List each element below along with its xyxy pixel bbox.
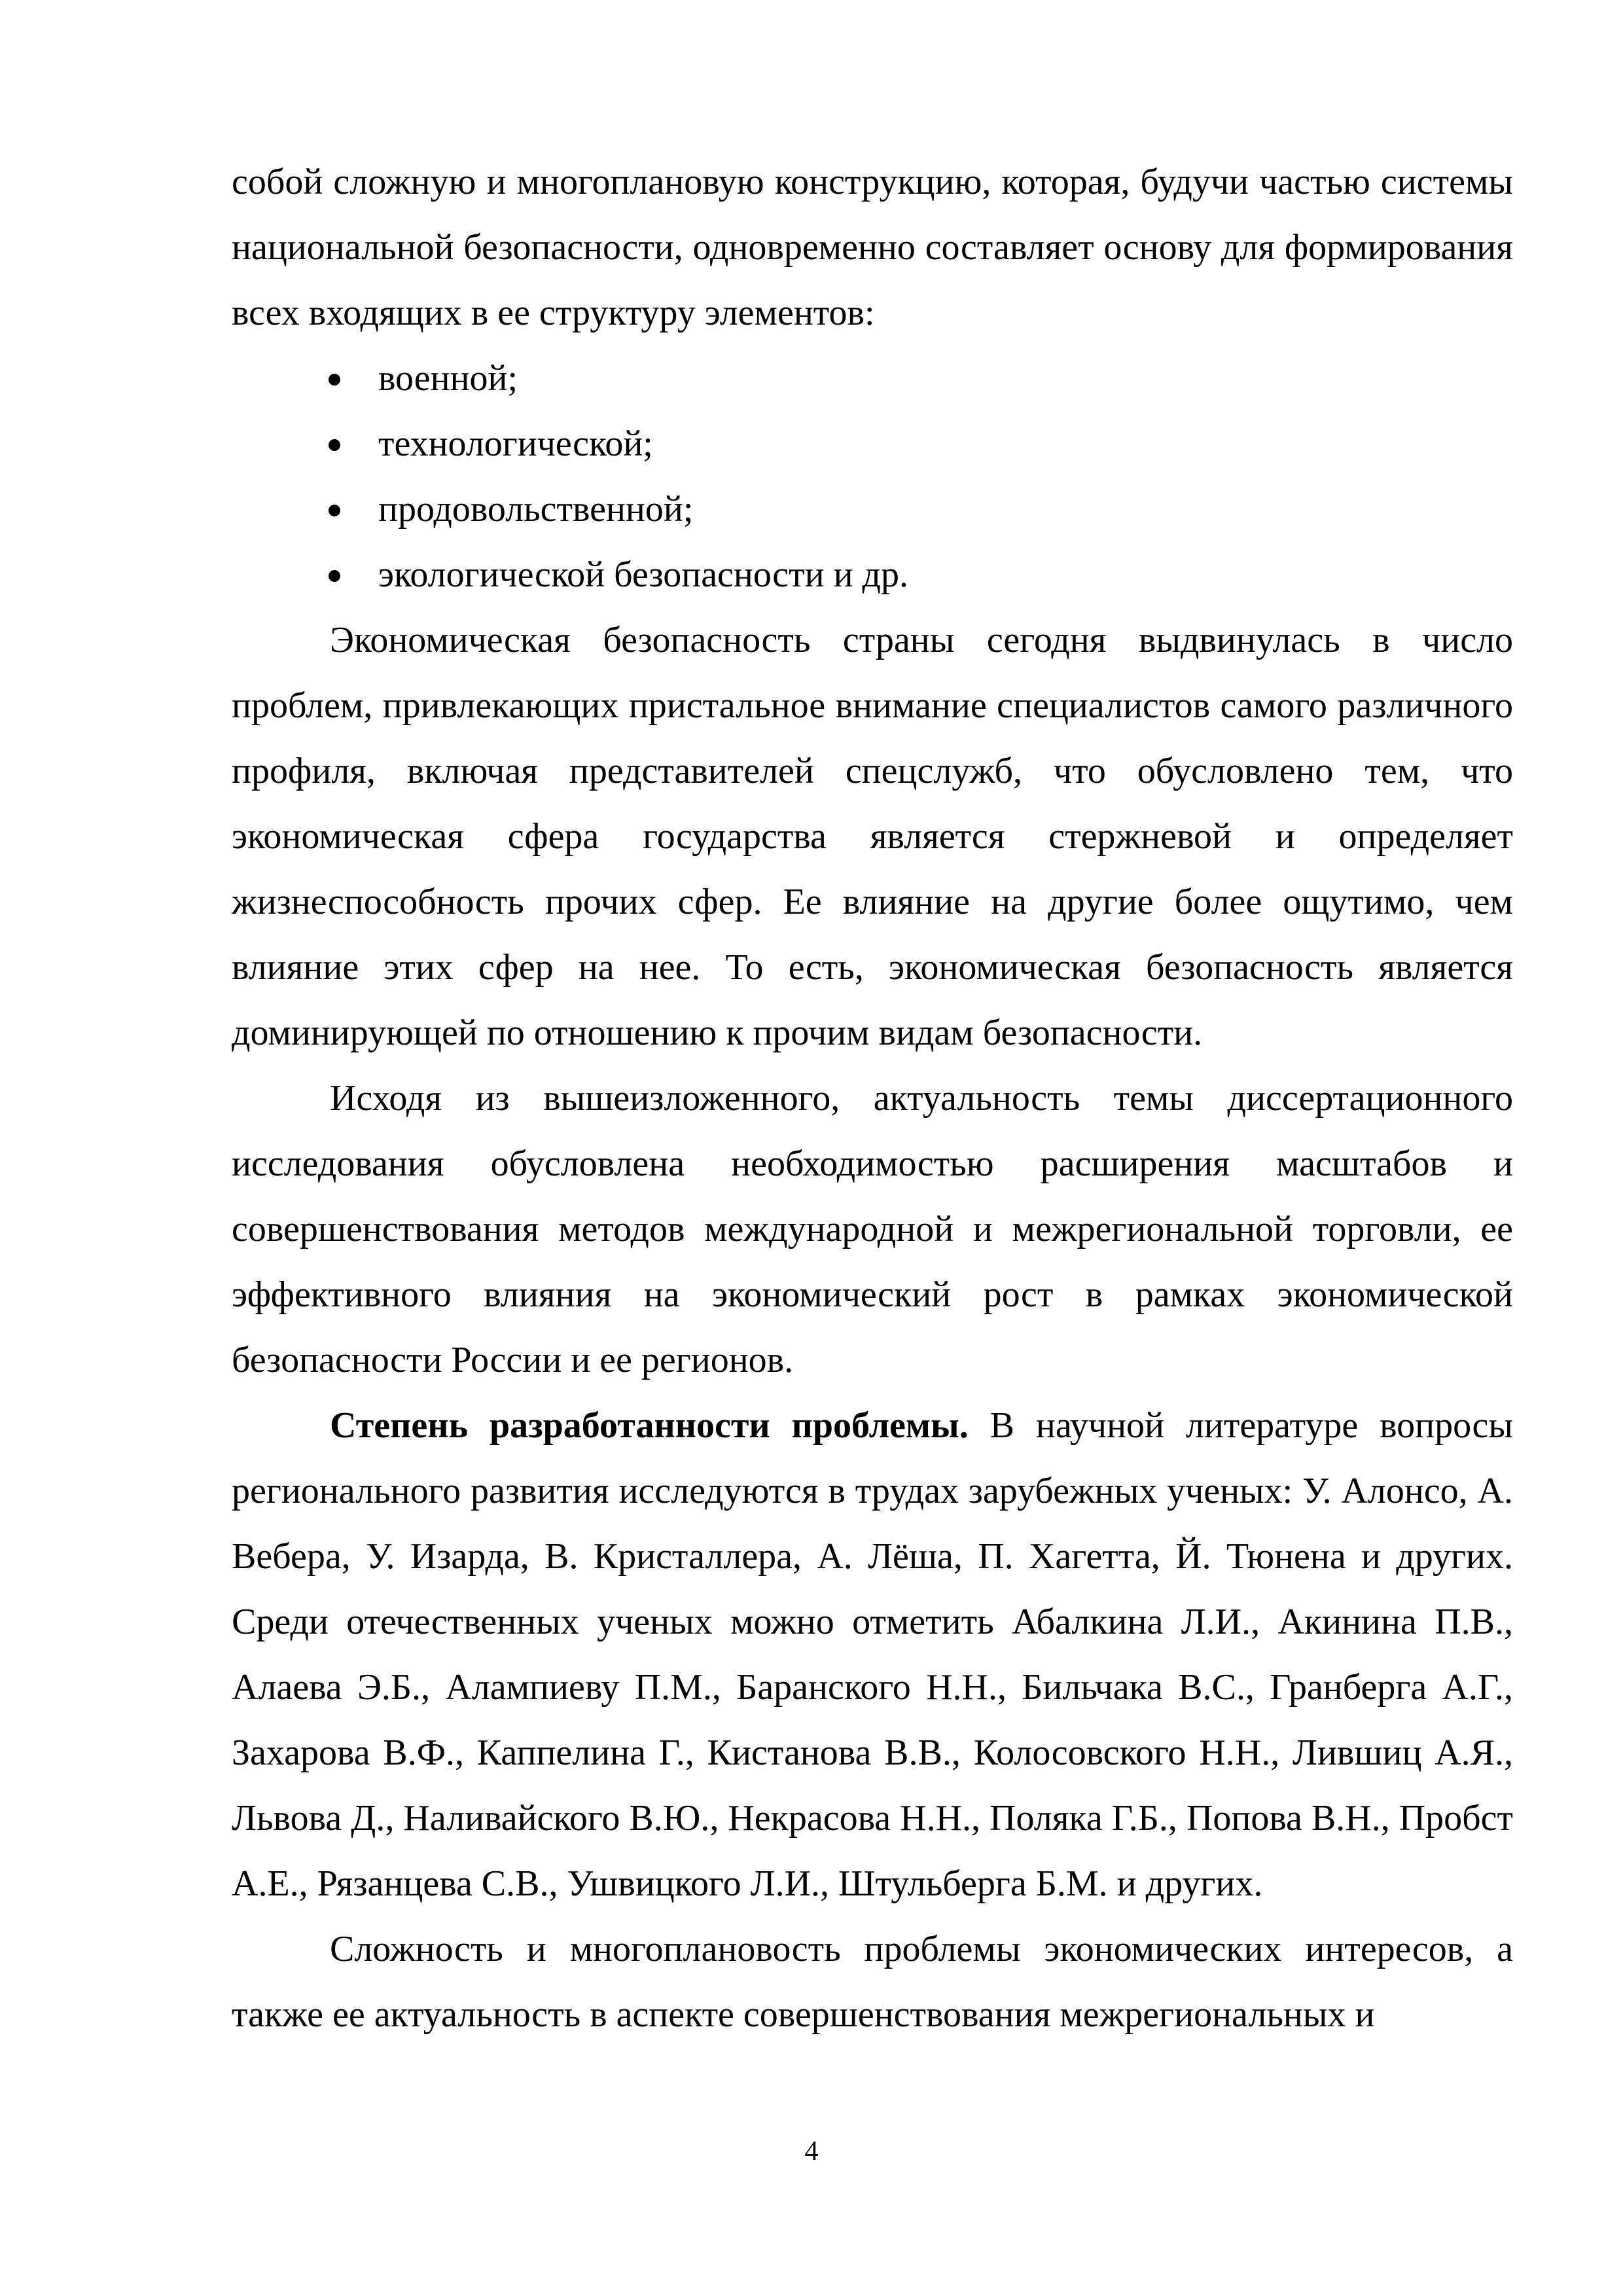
list-item-text: экологической безопасности и др.: [378, 554, 909, 595]
bullet-icon: [329, 570, 340, 582]
list-item-text: технологической;: [378, 423, 653, 464]
document-page: [232, 149, 1513, 2047]
bullet-icon: [329, 505, 340, 516]
list-item: [232, 411, 1513, 476]
complexity-paragraph: Сложность и многоплановость проблемы экономических интересов, а также ее актуальность в аспекте совершенствования межрегиональных и: [232, 1929, 1513, 2035]
intro-paragraph: собой сложную и многоплановую конструкцию, которая, будучи частью системы национальной безопасности, одновременно составляет основу для формирования всех входящих в ее структуру элементов:: [232, 162, 1513, 333]
list-item: [232, 476, 1513, 542]
page-number: 4: [804, 2136, 819, 2166]
bullet-icon: [329, 439, 340, 451]
research-degree-paragraph: [232, 1393, 1513, 1916]
bullet-icon: [329, 374, 340, 386]
relevance-paragraph: Исходя из вышеизложенного, актуальность темы диссертационного исследования обусловлена необходимостью расширения масштабов и совершенствования методов международной и межрегиональной торговли, ее эффективного влияния на экономический рост в рамках экономической безопасности России и ее регионов.: [232, 1078, 1513, 1380]
security-types-list: [232, 346, 1513, 607]
research-degree-heading: Степень разработанности проблемы.: [330, 1405, 969, 1446]
list-item: [232, 346, 1513, 411]
research-degree-text: В научной литературе вопросы регионального развития исследуются в трудах зарубежных ученых: У. Алонсо, А. Вебера, У. Изарда, В. Кристаллера, А. Лёша, П. Хагетта, Й. Тюнена и других. Среди отечественных ученых можно отметить Абалкина Л.И., Акинина П.В., Алаева Э.Б., Алампиеву П.М., Баранского Н.Н., Бильчака В.С., Гранберга А.Г., Захарова В.Ф., Каппелина Г., Кистанова В.В., Колосовского Н.Н., Лившиц А.Я., Львова Д., Наливайского В.Ю., Некрасова Н.Н., Поляка Г.Б., Попова В.Н., Пробст А.Е., Рязанцева С.В., Ушвицкого Л.И., Штульберга Б.М. и других.: [232, 1405, 1513, 1904]
list-item-text: продовольственной;: [378, 489, 694, 529]
list-item: [232, 542, 1513, 607]
economic-security-paragraph: Экономическая безопасность страны сегодня выдвинулась в число проблем, привлекающих пристальное внимание специалистов самого различного профиля, включая представителей спецслужб, что обусловлено тем, что экономическая сфера государства является стержневой и определяет жизнеспособность прочих сфер. Ее влияние на другие более ощутимо, чем влияние этих сфер на нее. То есть, экономическая безопасность является доминирующей по отношению к прочим видам безопасности.: [232, 620, 1513, 1053]
list-item-text: военной;: [378, 358, 518, 399]
